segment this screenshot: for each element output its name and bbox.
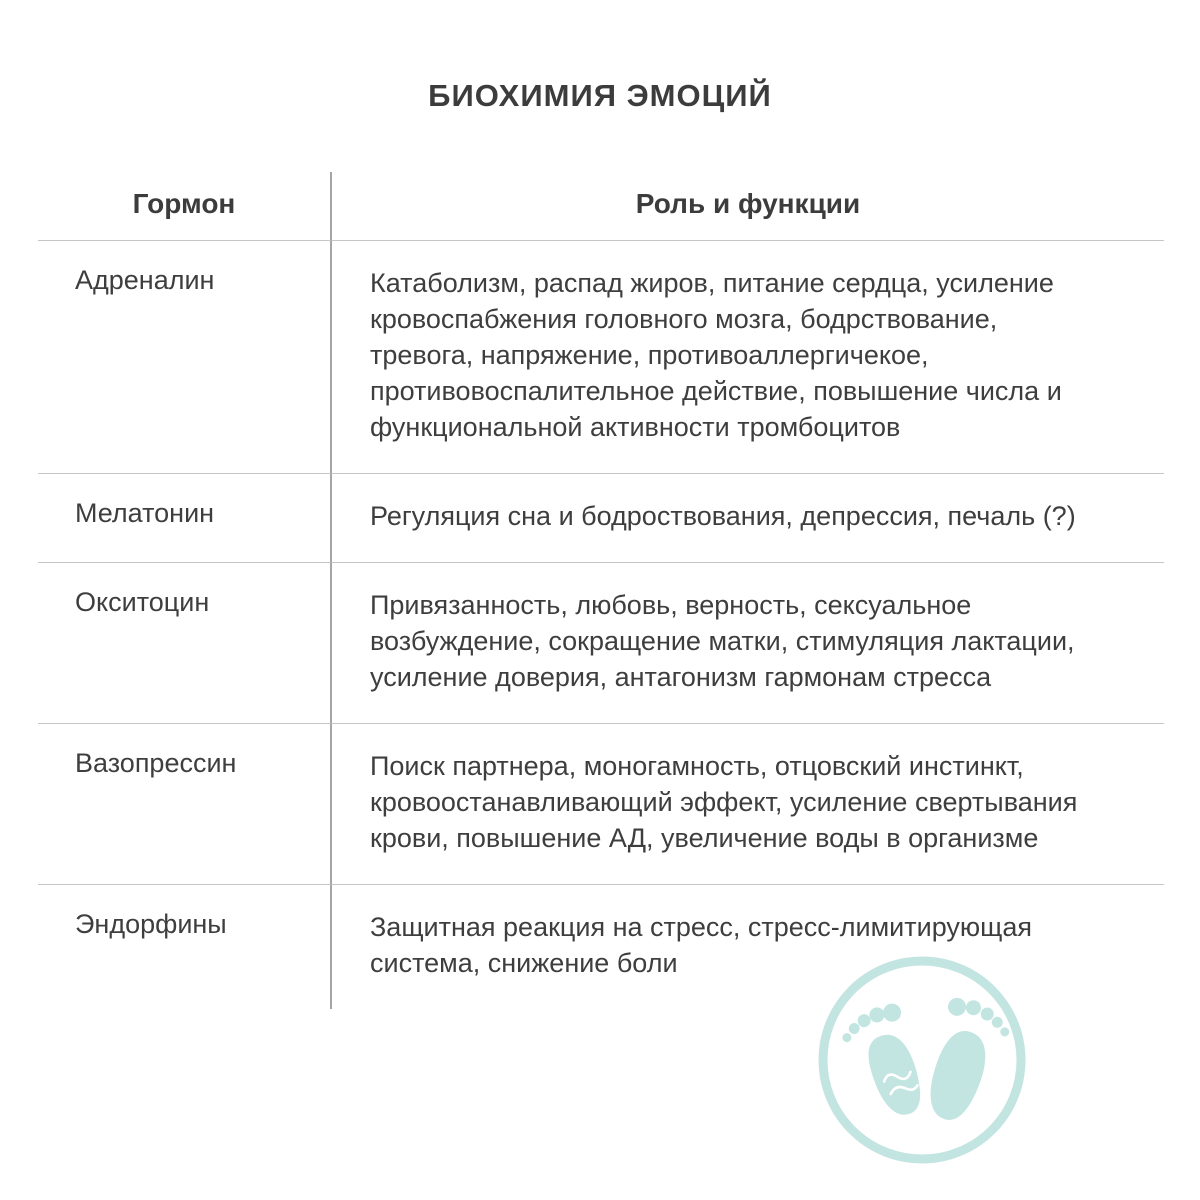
- hormone-function: Поиск партнера, моногамность, отцовский инстинкт, кровоостанавливающий эффект, усиление свертывания крови, повышение АД, увеличение воды в организме: [332, 724, 1164, 885]
- hormone-function: Привязанность, любовь, верность, сексуальное возбуждение, сокращение матки, стимуляция лактации, усиление доверия, антагонизм гармонам стресса: [332, 563, 1164, 724]
- hormone-function: Защитная реакция на стресс, стресс-лимитирующая система, снижение боли: [370, 912, 1033, 978]
- header-function: Роль и функции: [332, 172, 1164, 241]
- hormone-function: Регуляция сна и бодроствования, депрессия, печаль (?): [332, 474, 1164, 563]
- hormone-name: Вазопрессин: [38, 724, 332, 885]
- hormone-name: Окситоцин: [38, 563, 332, 724]
- header-hormone: Гормон: [38, 172, 332, 241]
- hormone-name: Эндорфины: [38, 885, 332, 1009]
- page-title: БИОХИМИЯ ЭМОЦИЙ: [428, 78, 772, 113]
- hormone-function: Катаболизм, распад жиров, питание сердца, усиление кровоспабжения головного мозга, бодрствование, тревога, напряжение, противоаллергичекое, противовоспалительное действие, повышение числа и функциональной активности тромбоцитов: [332, 241, 1164, 474]
- hormone-name: Адреналин: [38, 241, 332, 474]
- hormone-name: Мелатонин: [38, 474, 332, 563]
- hormones-table: [38, 172, 1164, 1009]
- baby-footprints-icon: [812, 950, 1032, 1170]
